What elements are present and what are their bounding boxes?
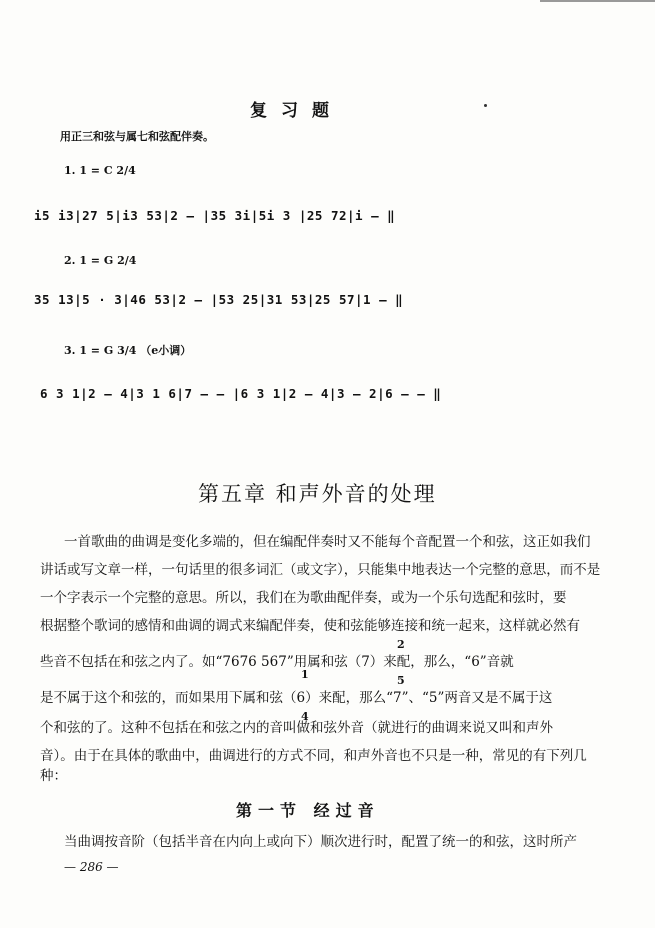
scan-speck <box>484 104 487 107</box>
paragraph-line-6: 是不属于这个和弦的，而如果用下属和弦（6）来配，那么“7”、“5”两音又是不属于这 <box>40 690 553 706</box>
scan-border-line <box>540 0 655 2</box>
paragraph-line-9: 种： <box>40 768 67 784</box>
exercise-2-header: 2. 1 = G 2/4 <box>64 254 137 267</box>
exercise-3-header: 3. 1 = G 3/4 （e小调） <box>64 344 192 357</box>
chord-stack-1-top: 2 <box>397 638 405 651</box>
paragraph-line-3: 一个字表示一个完整的意思。所以，我们在为歌曲配伴奏，或为一个乐句选配和弦时，要 <box>40 590 567 606</box>
paragraph-line-5: 些音不包括在和弦之内了。如“7676 567”用属和弦（7）来配，那么，“6”音就 <box>40 654 514 670</box>
exercise-1-notation: i5 i3|27 5|i3 53|2 — |35 3i|5i 3 |25 72|i — ‖ <box>34 208 396 223</box>
exercise-2-notation: 35 13|5 · 3|46 53|2 — |53 25|31 53|25 57|1 — ‖ <box>34 292 404 307</box>
section-first-line: 当曲调按音阶（包括半音在内向上或向下）顺次进行时，配置了统一的和弦，这时所产 <box>64 834 577 850</box>
paragraph-line-7: 个和弦的了。这种不包括在和弦之内的音叫做和弦外音（就进行的曲调来说又叫和声外 <box>40 720 553 736</box>
paragraph-line-8: 音）。由于在具体的歌曲中，曲调进行的方式不同，和声外音也不只是一种，常见的有下列几 <box>40 748 587 764</box>
chord-stack-1-bottom: 5 <box>397 674 405 687</box>
review-instruction: 用正三和弦与属七和弦配伴奏。 <box>60 130 214 143</box>
paragraph-line-1: 一首歌曲的曲调是变化多端的，但在编配伴奏时又不能每个音配置一个和弦，这正如我们 <box>64 534 591 550</box>
exercise-1-header: 1. 1 = C 2/4 <box>64 164 136 177</box>
exercise-3-notation: 6 3 1|2 — 4|3 1 6|7 — — |6 3 1|2 — 4|3 — 2|6 — — ‖ <box>40 386 442 401</box>
review-title: 复习题 <box>250 101 343 121</box>
paragraph-line-4: 根据整个歌词的感情和曲调的调式来编配伴奏，使和弦能够连接和统一起来，这样就必然有 <box>40 618 580 634</box>
chord-stack-2-bottom: 4 <box>301 710 309 723</box>
page-number: — 286 — <box>64 860 119 874</box>
section-title: 第一节 经过音 <box>236 801 380 820</box>
paragraph-line-2: 讲话或写文章一样，一句话里的很多词汇（或文字），只能集中地表达一个完整的意思，而不是 <box>40 562 601 578</box>
chord-stack-2-top: 1 <box>301 668 309 681</box>
chapter-title: 第五章 和声外音的处理 <box>198 482 437 506</box>
